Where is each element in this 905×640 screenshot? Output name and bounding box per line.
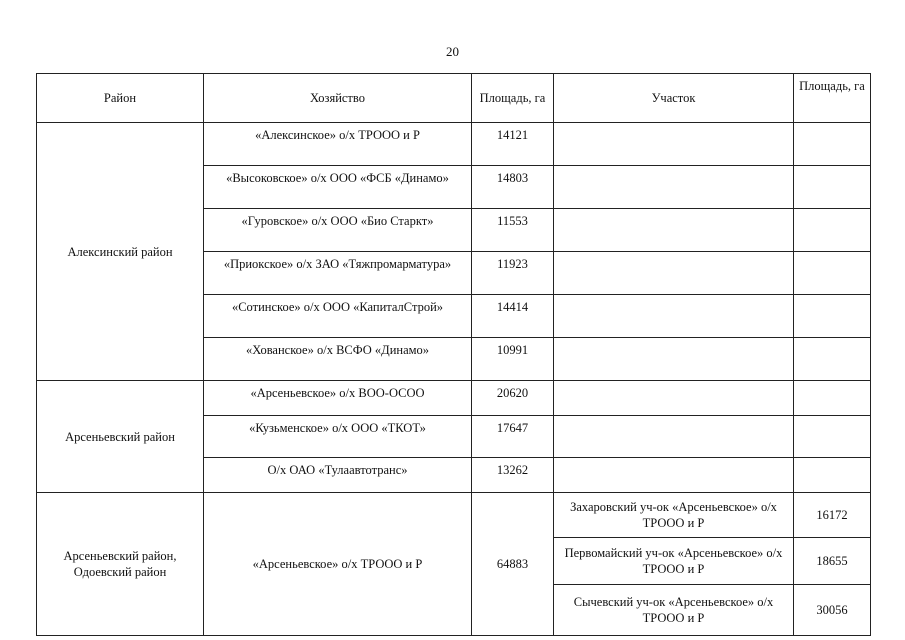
table-row <box>37 493 871 538</box>
plot-cell <box>554 252 794 295</box>
plot-area-cell <box>794 166 871 209</box>
header-farm: Хозяйство <box>204 74 472 123</box>
plot-area-cell <box>794 252 871 295</box>
plot-cell <box>554 458 794 493</box>
plot-cell <box>554 209 794 252</box>
plot-cell <box>554 416 794 458</box>
district-cell: Арсеньевский район <box>37 381 204 493</box>
area-cell: 14414 <box>472 295 554 338</box>
farm-cell: «Высоковское» о/х ООО «ФСБ «Динамо» <box>204 166 472 209</box>
farm-cell: «Приокское» о/х ЗАО «Тяжпромарматура» <box>204 252 472 295</box>
header-plot-area: Площадь, га <box>794 74 871 123</box>
farm-cell: «Кузьменское» о/х ООО «ТКОТ» <box>204 416 472 458</box>
table-row <box>37 123 871 166</box>
header-plot: Участок <box>554 74 794 123</box>
plot-area-cell: 30056 <box>794 585 871 636</box>
plot-cell: Первомайский уч-ок «Арсеньевское» о/х ТРООО и Р <box>554 538 794 585</box>
plot-area-cell <box>794 416 871 458</box>
table-header-row <box>37 74 871 123</box>
plot-area-cell <box>794 458 871 493</box>
plot-area-cell <box>794 209 871 252</box>
area-cell: 11553 <box>472 209 554 252</box>
farm-cell: «Арсеньевское» о/х ВОО-ОСОО <box>204 381 472 416</box>
farm-cell: «Сотинское» о/х ООО «КапиталСтрой» <box>204 295 472 338</box>
farm-cell: О/х ОАО «Тулаавтотранс» <box>204 458 472 493</box>
plot-cell <box>554 295 794 338</box>
area-cell: 10991 <box>472 338 554 381</box>
plot-cell <box>554 338 794 381</box>
page-number: 20 <box>446 44 459 59</box>
area-cell: 17647 <box>472 416 554 458</box>
plot-area-cell <box>794 338 871 381</box>
farm-cell: «Хованское» о/х ВСФО «Динамо» <box>204 338 472 381</box>
plot-cell <box>554 123 794 166</box>
area-cell: 14121 <box>472 123 554 166</box>
header-district: Район <box>37 74 204 123</box>
hunting-farms-table <box>36 73 871 636</box>
plot-area-cell: 18655 <box>794 538 871 585</box>
plot-cell <box>554 166 794 209</box>
area-cell: 14803 <box>472 166 554 209</box>
farm-cell: «Гуровское» о/х ООО «Био Старкт» <box>204 209 472 252</box>
plot-cell: Захаровский уч-ок «Арсеньевское» о/х ТРООО и Р <box>554 493 794 538</box>
plot-cell: Сычевский уч-ок «Арсеньевское» о/х ТРООО и Р <box>554 585 794 636</box>
farm-cell: «Алексинское» о/х ТРООО и Р <box>204 123 472 166</box>
area-cell: 64883 <box>472 493 554 636</box>
plot-area-cell <box>794 123 871 166</box>
farm-cell: «Арсеньевское» о/х ТРООО и Р <box>204 493 472 636</box>
plot-cell <box>554 381 794 416</box>
area-cell: 13262 <box>472 458 554 493</box>
area-cell: 11923 <box>472 252 554 295</box>
district-cell: Арсеньевский район, Одоевский район <box>37 493 204 636</box>
table-row <box>37 381 871 416</box>
area-cell: 20620 <box>472 381 554 416</box>
plot-area-cell: 16172 <box>794 493 871 538</box>
header-area: Площадь, га <box>472 74 554 123</box>
plot-area-cell <box>794 295 871 338</box>
plot-area-cell <box>794 381 871 416</box>
district-cell: Алексинский район <box>37 123 204 381</box>
